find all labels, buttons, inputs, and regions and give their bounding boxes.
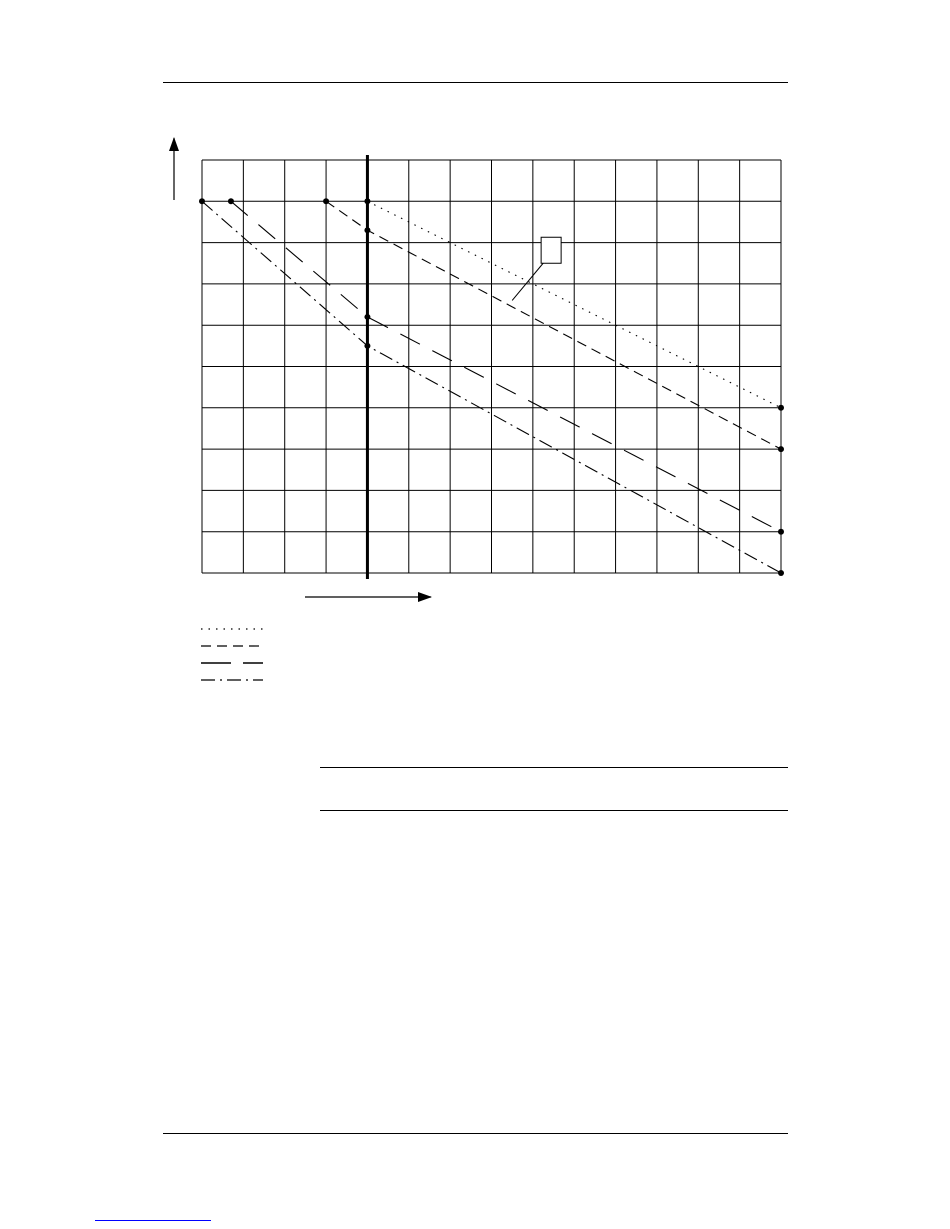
caption-rule-top xyxy=(320,767,788,768)
data-point-longdash xyxy=(364,314,370,320)
footer-rule xyxy=(163,1133,788,1134)
data-point-dashdot xyxy=(778,570,784,576)
data-point-dashed xyxy=(778,446,784,452)
data-point-dashdot xyxy=(199,198,205,204)
data-point-dotted xyxy=(778,405,784,411)
data-point-dashed xyxy=(323,198,329,204)
chart-grid xyxy=(202,160,781,573)
annotation-box xyxy=(541,237,561,263)
page-link-underline[interactable] xyxy=(95,1220,211,1221)
chart-axes xyxy=(174,138,431,597)
data-point-dotted xyxy=(364,198,370,204)
data-point-dashed xyxy=(364,227,370,233)
caption-rule-bottom xyxy=(320,810,788,811)
data-point-longdash xyxy=(228,198,234,204)
data-point-longdash xyxy=(778,529,784,535)
chart-legend xyxy=(201,629,263,680)
annotation-leader xyxy=(512,263,543,300)
chart-annotation xyxy=(512,237,561,300)
data-point-dashdot xyxy=(364,343,370,349)
